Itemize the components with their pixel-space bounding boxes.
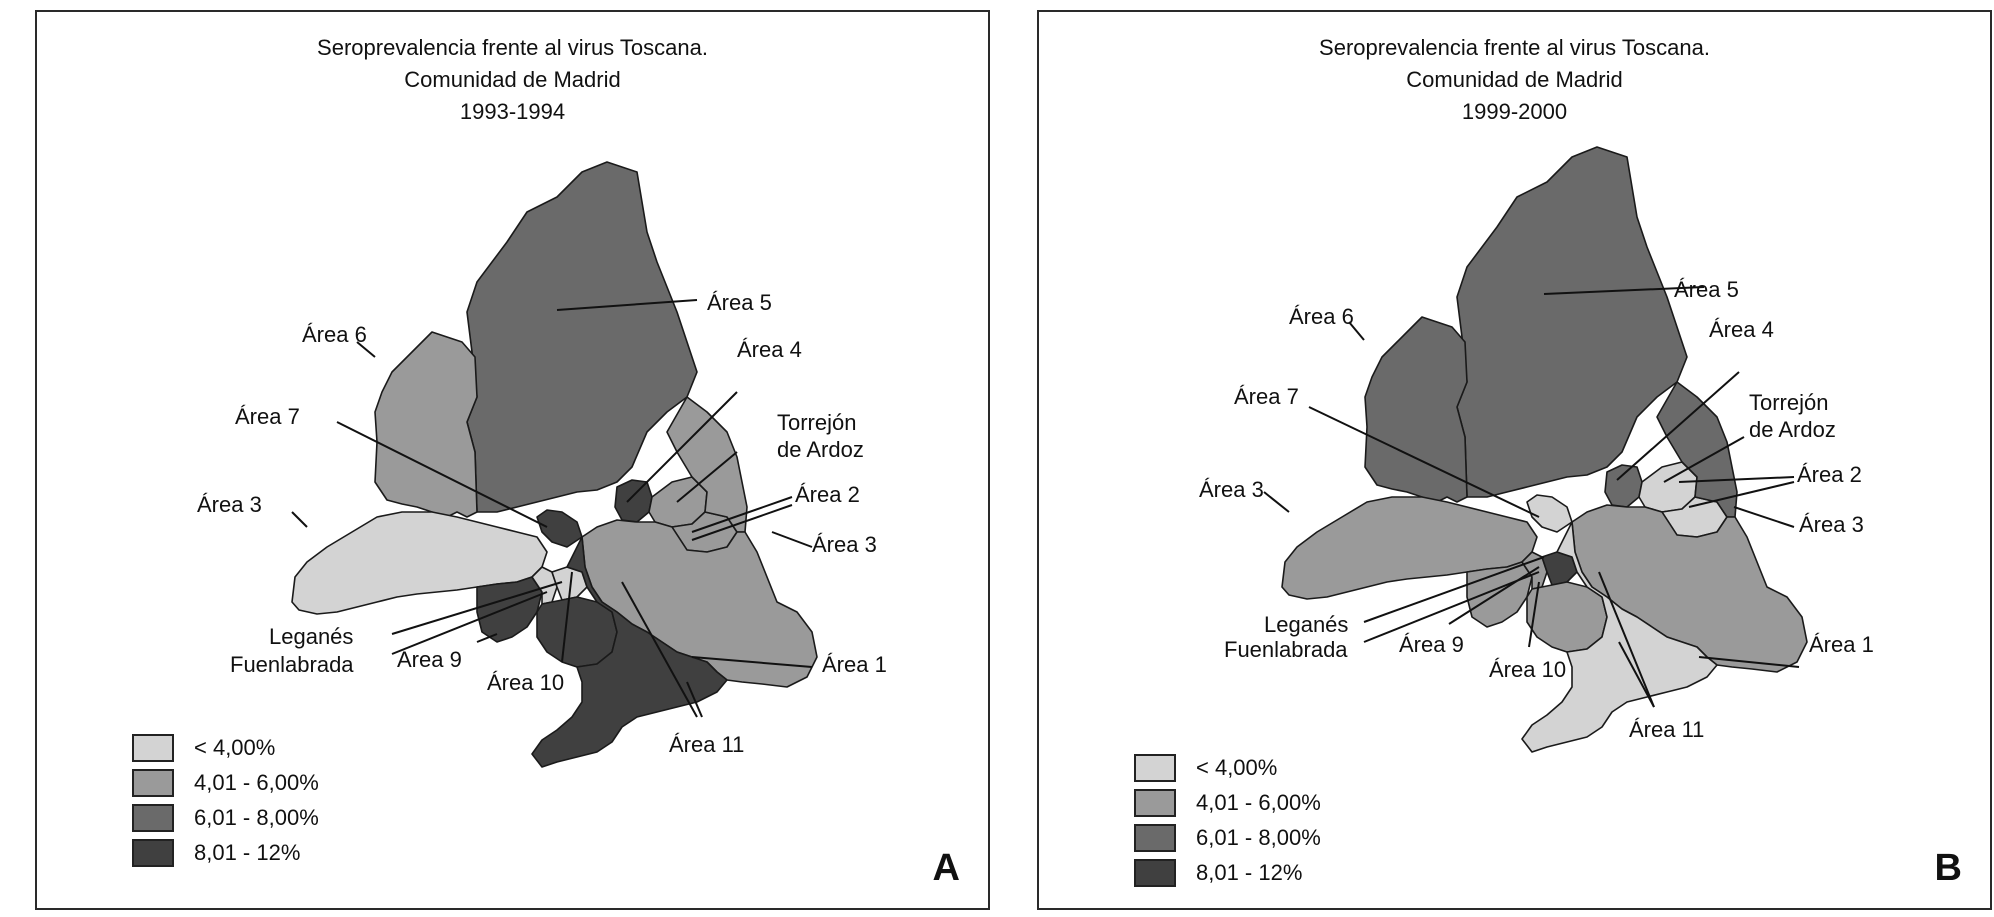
legend-swatch	[1134, 789, 1176, 817]
label-torrejon-2: de Ardoz	[777, 437, 864, 462]
title-line-1: Seroprevalencia frente al virus Toscana.	[1319, 35, 1710, 60]
title-line-3: 1993-1994	[459, 99, 566, 124]
label-area-5: Área 5	[1674, 277, 1739, 302]
legend-item	[132, 765, 319, 800]
title-line-1: Seroprevalencia frente al virus Toscana.	[317, 35, 708, 60]
label-torrejon-1: Torrejón	[1749, 390, 1829, 415]
region-area-7	[537, 510, 582, 547]
map-panel-b	[1037, 10, 1992, 910]
legend-swatch	[1134, 859, 1176, 887]
label-torrejon-2: de Ardoz	[1749, 417, 1836, 442]
legend-label: 8,01 - 12%	[194, 839, 301, 865]
label-area-11: Área 11	[669, 732, 745, 757]
label-area-3-east: Área 3	[1799, 512, 1864, 537]
label-area-3-west: Área 3	[1199, 477, 1264, 502]
legend-label: 8,01 - 12%	[1196, 859, 1303, 885]
legend-item	[1134, 785, 1321, 820]
label-area-1: Área 1	[822, 652, 887, 677]
panel-letter: A	[932, 847, 960, 889]
label-area-2: Área 2	[795, 482, 860, 507]
map-panel-a	[35, 10, 990, 910]
region-area-5	[467, 162, 697, 512]
label-leganes: Leganés	[1264, 612, 1349, 637]
legend-item	[132, 835, 319, 870]
label-area-3-east: Área 3	[812, 532, 877, 557]
label-area-2: Área 2	[1797, 462, 1862, 487]
legend	[1134, 750, 1321, 890]
label-fuenlabrada: Fuenlabrada	[230, 652, 354, 677]
label-area-1: Área 1	[1809, 632, 1874, 657]
label-fuenlabrada: Fuenlabrada	[1224, 637, 1348, 662]
label-area-6: Área 6	[1289, 304, 1354, 329]
region-area-9	[1467, 562, 1532, 627]
region-area-6	[375, 332, 477, 517]
label-area-6: Área 6	[302, 322, 367, 347]
legend-item	[1134, 820, 1321, 855]
legend-label: < 4,00%	[1196, 754, 1278, 780]
legend-label: 4,01 - 6,00%	[194, 769, 319, 795]
label-area-7: Área 7	[1234, 384, 1299, 409]
legend	[132, 730, 319, 870]
region-area-4	[1605, 465, 1642, 507]
label-area-10: Área 10	[1489, 657, 1567, 682]
label-torrejon-1: Torrejón	[777, 410, 857, 435]
legend-item	[132, 730, 319, 765]
title-line-2: Comunidad de Madrid	[1406, 67, 1623, 92]
panel-letter: B	[1934, 847, 1962, 889]
title-line-3: 1999-2000	[1461, 99, 1568, 124]
label-leganes: Leganés	[269, 624, 354, 649]
label-area-3-west: Área 3	[197, 492, 262, 517]
legend-label: 6,01 - 8,00%	[194, 804, 319, 830]
region-area-4	[615, 480, 652, 522]
label-area-4: Área 4	[737, 337, 802, 362]
label-area-10: Área 10	[487, 670, 565, 695]
legend-swatch	[132, 839, 174, 867]
legend-swatch	[132, 804, 174, 832]
legend-item	[1134, 750, 1321, 785]
legend-swatch	[132, 769, 174, 797]
legend-swatch	[1134, 824, 1176, 852]
legend-label: 4,01 - 6,00%	[1196, 789, 1321, 815]
region-area-5	[1457, 147, 1687, 497]
region-area-9	[477, 577, 542, 642]
label-area-4: Área 4	[1709, 317, 1774, 342]
label-area-5: Área 5	[707, 290, 772, 315]
label-area-9: Área 9	[1399, 632, 1464, 657]
legend-item	[132, 800, 319, 835]
legend-label: 6,01 - 8,00%	[1196, 824, 1321, 850]
label-area-11: Área 11	[1629, 717, 1705, 742]
label-area-7: Área 7	[235, 404, 300, 429]
legend-label: < 4,00%	[194, 734, 276, 760]
title-line-2: Comunidad de Madrid	[404, 67, 621, 92]
label-area-9: Área 9	[397, 647, 462, 672]
legend-item	[1134, 855, 1321, 890]
legend-swatch	[1134, 754, 1176, 782]
legend-swatch	[132, 734, 174, 762]
